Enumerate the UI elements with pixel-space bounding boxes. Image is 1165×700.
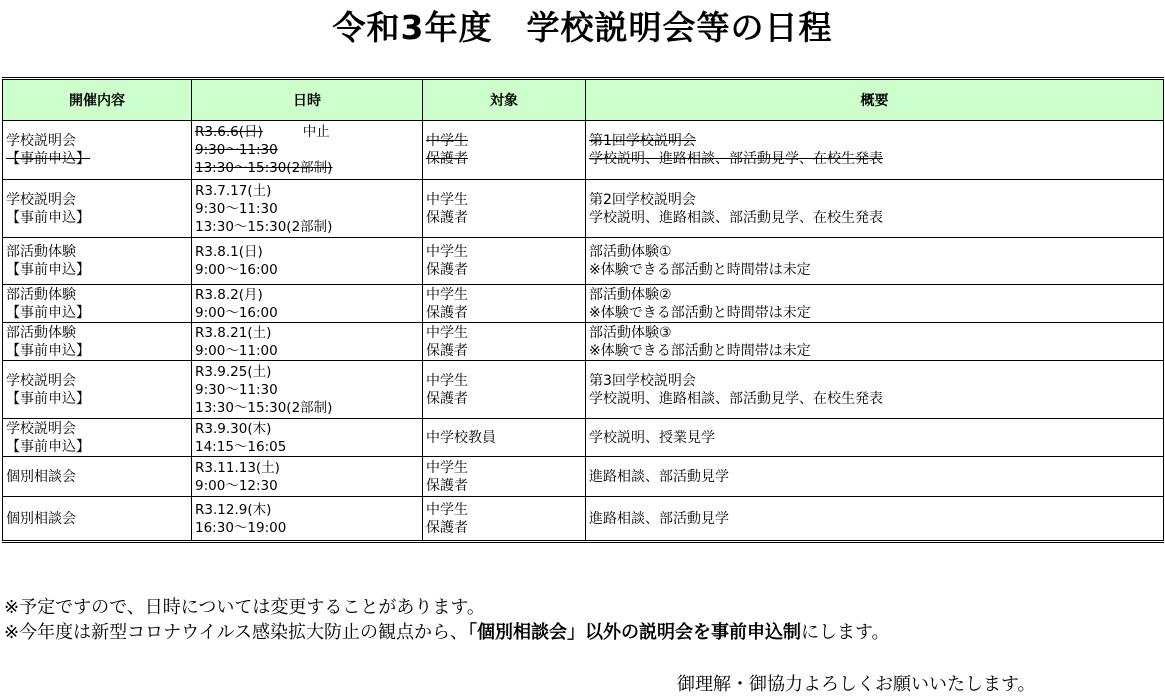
cell-summary [586, 180, 1164, 238]
target-line [426, 286, 585, 304]
datetime-text: R3.7.17(土) [195, 182, 272, 199]
summary-text: 学校説明、進路相談、部活動見学、在校生発表 [589, 390, 883, 407]
event-text: 学校説明会 [6, 133, 76, 149]
datetime-text: 13:30～15:30(2部制) [195, 218, 333, 235]
event-line [6, 209, 191, 227]
target-line [426, 429, 585, 447]
datetime-text: R3.8.1(日) [195, 244, 263, 260]
cell-summary [586, 419, 1164, 457]
summary-text: 部活動体験① [589, 244, 672, 260]
table-row [3, 121, 1164, 180]
target-text: 保護者 [426, 477, 468, 494]
event-line [6, 438, 191, 456]
event-text: 【事前申込】 [6, 262, 90, 278]
summary-text: 部活動体験② [589, 286, 672, 303]
summary-line [589, 342, 1163, 360]
event-line [6, 510, 191, 528]
event-line [6, 286, 191, 304]
cell-event [3, 238, 192, 285]
event-line [6, 342, 191, 360]
target-line [426, 191, 585, 209]
datetime-text: 13:30～15:30(2部制) [195, 160, 333, 176]
datetime-text: R3.12.9(木) [195, 501, 272, 518]
cell-summary [586, 121, 1164, 180]
datetime-text: R3.9.25(土) [195, 363, 272, 380]
event-line [6, 372, 191, 390]
cell-summary [586, 323, 1164, 361]
cell-event [3, 419, 192, 457]
datetime-text: 13:30～15:30(2部制) [195, 399, 333, 416]
datetime-line [195, 381, 422, 399]
header-target: 対象 [423, 79, 586, 121]
event-text: 学校説明会 [6, 372, 76, 389]
datetime-line [195, 159, 422, 177]
target-line [426, 132, 585, 150]
note-covid-registration [4, 620, 890, 645]
notes [4, 595, 890, 645]
target-text: 中学生 [426, 324, 468, 341]
datetime-line [195, 324, 422, 342]
cell-target [423, 419, 586, 457]
cell-target [423, 121, 586, 180]
event-line [6, 150, 191, 168]
cell-datetime [192, 180, 423, 238]
target-text: 保護者 [426, 390, 468, 407]
summary-text: ※体験できる部活動と時間帯は未定 [589, 304, 811, 321]
datetime-text: 16:30～19:00 [195, 519, 287, 536]
target-line [426, 372, 585, 390]
target-line [426, 459, 585, 477]
cell-target [423, 285, 586, 323]
datetime-line [195, 459, 422, 477]
summary-line [589, 390, 1163, 408]
datetime-line [195, 200, 422, 218]
datetime-text: 14:15～16:05 [195, 438, 287, 455]
cell-summary [586, 457, 1164, 497]
cell-summary [586, 285, 1164, 323]
summary-text: 第2回学校説明会 [589, 191, 696, 208]
event-line [6, 261, 191, 279]
summary-text: ※体験できる部活動と時間帯は未定 [589, 262, 811, 278]
note-emphasis-registration: 説明会を事前申込制 [639, 622, 801, 643]
target-line [426, 501, 585, 519]
table-row [3, 285, 1164, 323]
target-text: 中学生 [426, 372, 468, 389]
datetime-text: R3.8.21(土) [195, 324, 272, 341]
cell-summary [586, 497, 1164, 542]
datetime-line [195, 342, 422, 360]
target-line [426, 342, 585, 360]
page-title: 令和3年度 学校説明会等の日程 [332, 8, 833, 47]
table-row [3, 457, 1164, 497]
summary-line [589, 243, 1163, 261]
summary-line [589, 510, 1163, 528]
target-text: 中学生 [426, 501, 468, 518]
cell-event [3, 457, 192, 497]
cell-event [3, 180, 192, 238]
event-text: 学校説明会 [6, 420, 76, 437]
datetime-text: R3.11.13(土) [195, 459, 280, 476]
target-text: 保護者 [426, 304, 468, 321]
datetime-text: R3.9.30(木) [195, 420, 272, 437]
event-line [6, 420, 191, 438]
cell-target [423, 238, 586, 285]
target-text: 保護者 [426, 262, 468, 278]
note-text-mid: 以外の [585, 622, 639, 643]
cell-datetime [192, 121, 423, 180]
cell-datetime [192, 419, 423, 457]
header-event: 開催内容 [3, 79, 192, 121]
event-line [6, 191, 191, 209]
summary-line [589, 468, 1163, 486]
note-schedule-change: ※予定ですので、日時については変更することがあります。 [4, 597, 485, 618]
target-line [426, 324, 585, 342]
cell-datetime [192, 457, 423, 497]
target-text: 中学生 [426, 244, 468, 260]
summary-text: 進路相談、部活動見学 [589, 510, 729, 527]
table-row [3, 323, 1164, 361]
summary-line [589, 261, 1163, 279]
event-text: 学校説明会 [6, 191, 76, 208]
target-line [426, 261, 585, 279]
table-header-row [3, 79, 1164, 121]
cell-datetime [192, 238, 423, 285]
datetime-line [195, 438, 422, 456]
datetime-text: R3.8.2(月) [195, 286, 263, 303]
event-text: 部活動体験 [6, 244, 76, 260]
cell-event [3, 285, 192, 323]
table-row [3, 497, 1164, 542]
target-text: 保護者 [426, 151, 468, 167]
event-text: 個別相談会 [6, 468, 76, 485]
target-text: 中学生 [426, 191, 468, 208]
event-text: 個別相談会 [6, 510, 76, 527]
summary-line [589, 191, 1163, 209]
datetime-text: 9:30～11:30 [195, 142, 278, 158]
datetime-line [195, 399, 422, 417]
cell-datetime [192, 497, 423, 542]
cancel-label: 中止 [302, 124, 330, 140]
event-text: 【事前申込】 [6, 304, 90, 321]
datetime-text: R3.6.6(日) [195, 124, 263, 140]
cell-event [3, 497, 192, 542]
cell-target [423, 180, 586, 238]
header-datetime: 日時 [192, 79, 423, 121]
summary-line [589, 304, 1163, 322]
event-text: 【事前申込】 [6, 209, 90, 226]
target-text: 中学生 [426, 286, 468, 303]
target-line [426, 150, 585, 168]
event-text: 【事前申込】 [6, 390, 90, 407]
target-line [426, 390, 585, 408]
datetime-line [195, 519, 422, 537]
target-line [426, 477, 585, 495]
summary-text: 第3回学校説明会 [589, 372, 696, 389]
datetime-text: 9:30～11:30 [195, 381, 278, 398]
datetime-line [195, 477, 422, 495]
datetime-line [195, 304, 422, 322]
cell-datetime [192, 285, 423, 323]
datetime-line [195, 286, 422, 304]
target-text: 保護者 [426, 342, 468, 359]
event-line [6, 132, 191, 150]
note-text-end: にします。 [801, 622, 890, 643]
cell-target [423, 497, 586, 542]
event-line [6, 324, 191, 342]
event-text: 部活動体験 [6, 324, 76, 341]
summary-line [589, 324, 1163, 342]
datetime-line [195, 123, 422, 141]
event-line [6, 304, 191, 322]
cell-event [3, 121, 192, 180]
summary-line [589, 286, 1163, 304]
cell-datetime [192, 361, 423, 419]
table-row [3, 238, 1164, 285]
datetime-text: 9:30～11:30 [195, 200, 278, 217]
summary-line [589, 429, 1163, 447]
datetime-line [195, 218, 422, 236]
summary-text: 進路相談、部活動見学 [589, 468, 729, 485]
datetime-text: 9:00～16:00 [195, 304, 278, 321]
summary-text: ※体験できる部活動と時間帯は未定 [589, 342, 811, 359]
datetime-line [195, 243, 422, 261]
datetime-line [195, 261, 422, 279]
datetime-text: 9:00～16:00 [195, 262, 278, 278]
cell-target [423, 457, 586, 497]
schedule-table [2, 77, 1164, 543]
datetime-line [195, 420, 422, 438]
target-line [426, 209, 585, 227]
cell-target [423, 361, 586, 419]
header-summary: 概要 [586, 79, 1164, 121]
summary-line [589, 132, 1163, 150]
cell-summary [586, 238, 1164, 285]
summary-text: 第1回学校説明会 [589, 133, 696, 149]
event-text: 部活動体験 [6, 286, 76, 303]
closing-message: 御理解・御協力よろしくお願いいたします。 [677, 674, 1036, 695]
datetime-line [195, 501, 422, 519]
table-row [3, 180, 1164, 238]
datetime-line [195, 182, 422, 200]
event-line [6, 390, 191, 408]
cell-datetime [192, 323, 423, 361]
target-line [426, 519, 585, 537]
summary-text: 学校説明、進路相談、部活動見学、在校生発表 [589, 151, 883, 167]
target-text: 中学校教員 [426, 429, 496, 446]
summary-line [589, 372, 1163, 390]
event-line [6, 468, 191, 486]
cell-summary [586, 361, 1164, 419]
target-text: 中学生 [426, 133, 468, 149]
event-text: 【事前申込】 [6, 342, 90, 359]
table-row [3, 361, 1164, 419]
cell-target [423, 323, 586, 361]
table-row [3, 419, 1164, 457]
note-emphasis-consultation: 「個別相談会」 [468, 622, 585, 643]
datetime-text: 9:00～11:00 [195, 342, 278, 359]
target-text: 保護者 [426, 519, 468, 536]
summary-text: 部活動体験③ [589, 324, 672, 341]
target-line [426, 243, 585, 261]
summary-text: 学校説明、授業見学 [589, 429, 715, 446]
target-line [426, 304, 585, 322]
event-text: 【事前申込】 [6, 438, 90, 455]
target-text: 保護者 [426, 209, 468, 226]
datetime-line [195, 363, 422, 381]
summary-line [589, 209, 1163, 227]
event-line [6, 243, 191, 261]
target-text: 中学生 [426, 459, 468, 476]
summary-line [589, 150, 1163, 168]
note-text: ※今年度は新型コロナウイルス感染拡大防止の観点から、 [4, 622, 468, 643]
datetime-line [195, 141, 422, 159]
event-text: 【事前申込】 [6, 151, 90, 167]
cell-event [3, 323, 192, 361]
cell-event [3, 361, 192, 419]
datetime-text: 9:00～12:30 [195, 477, 278, 494]
summary-text: 学校説明、進路相談、部活動見学、在校生発表 [589, 209, 883, 226]
